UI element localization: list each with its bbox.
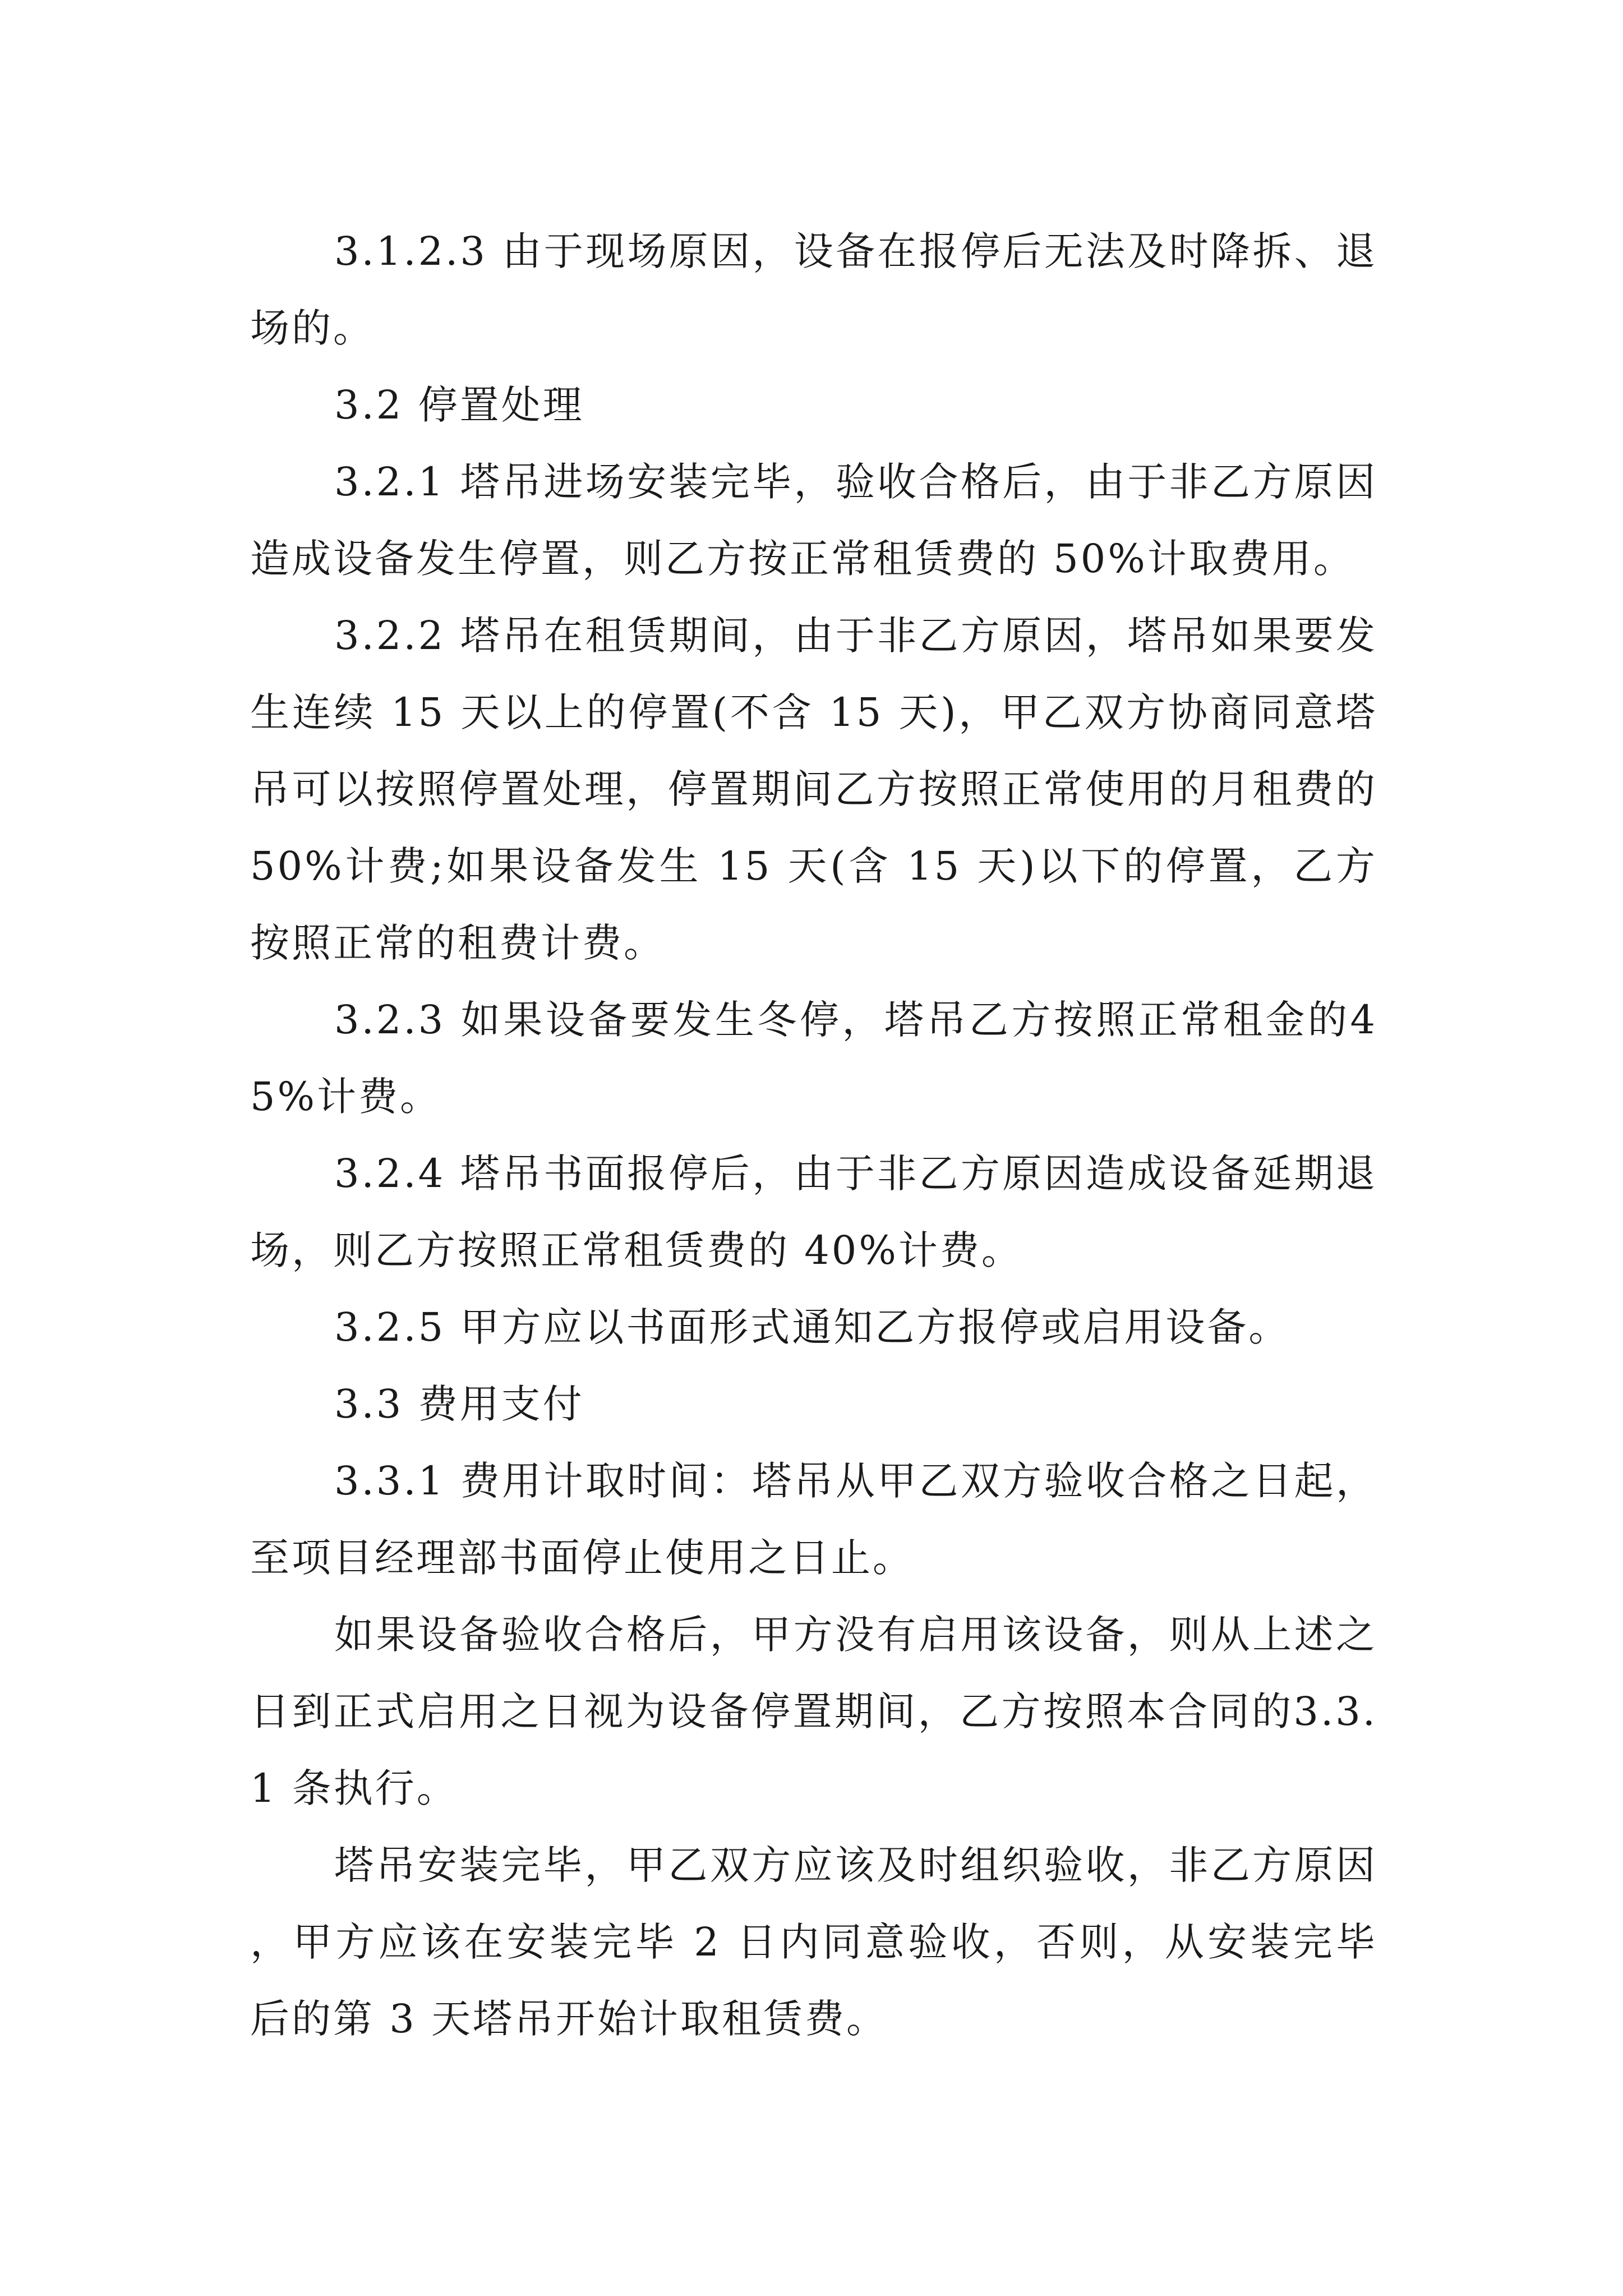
paragraph-3-2-3: 3.2.3 如果设备要发生冬停，塔吊乙方按照正常租金的45%计费。 xyxy=(250,997,1377,1120)
paragraph-unused-equipment: 如果设备验收合格后，甲方没有启用该设备，则从上述之日到正式启用之日视为设备停置期间，乙方按照本合同的3.3.1 条执行。 xyxy=(250,1612,1377,1811)
paragraph-3-2-1: 3.2.1 塔吊进场安装完毕，验收合格后，由于非乙方原因造成设备发生停置，则乙方按正常租赁费的 50%计取费用。 xyxy=(250,459,1377,582)
heading-3-2: 3.2 停置处理 xyxy=(334,382,584,428)
paragraph-acceptance: 塔吊安装完毕，甲乙双方应该及时组织验收，非乙方原因，甲方应该在安装完毕 2 日内同意验收，否则，从安装完毕后的第 3 天塔吊开始计取租赁费。 xyxy=(250,1842,1377,2042)
paragraph-3-2-2: 3.2.2 塔吊在租赁期间，由于非乙方原因，塔吊如果要发生连续 15 天以上的停置(不含 15 天)，甲乙双方协商同意塔吊可以按照停置处理，停置期间乙方按照正常使用的月租费的 50%计费;如果设备发生 15 天(含 15 天)以下的停置，乙方按照正常的租费计费。 xyxy=(250,613,1377,966)
paragraph-3-2-5: 3.2.5 甲方应以书面形式通知乙方报停或启用设备。 xyxy=(334,1304,1290,1350)
heading-3-3: 3.3 费用支付 xyxy=(334,1381,584,1427)
paragraph-3-3-1: 3.3.1 费用计取时间：塔吊从甲乙双方验收合格之日起，至项目经理部书面停止使用之日止。 xyxy=(250,1458,1377,1581)
paragraph-3-1-2-3: 3.1.2.3 由于现场原因，设备在报停后无法及时降拆、退场的。 xyxy=(250,228,1377,351)
paragraph-3-2-4: 3.2.4 塔吊书面报停后，由于非乙方原因造成设备延期退场，则乙方按照正常租赁费的 40%计费。 xyxy=(250,1151,1377,1273)
document-body xyxy=(250,213,1377,2058)
